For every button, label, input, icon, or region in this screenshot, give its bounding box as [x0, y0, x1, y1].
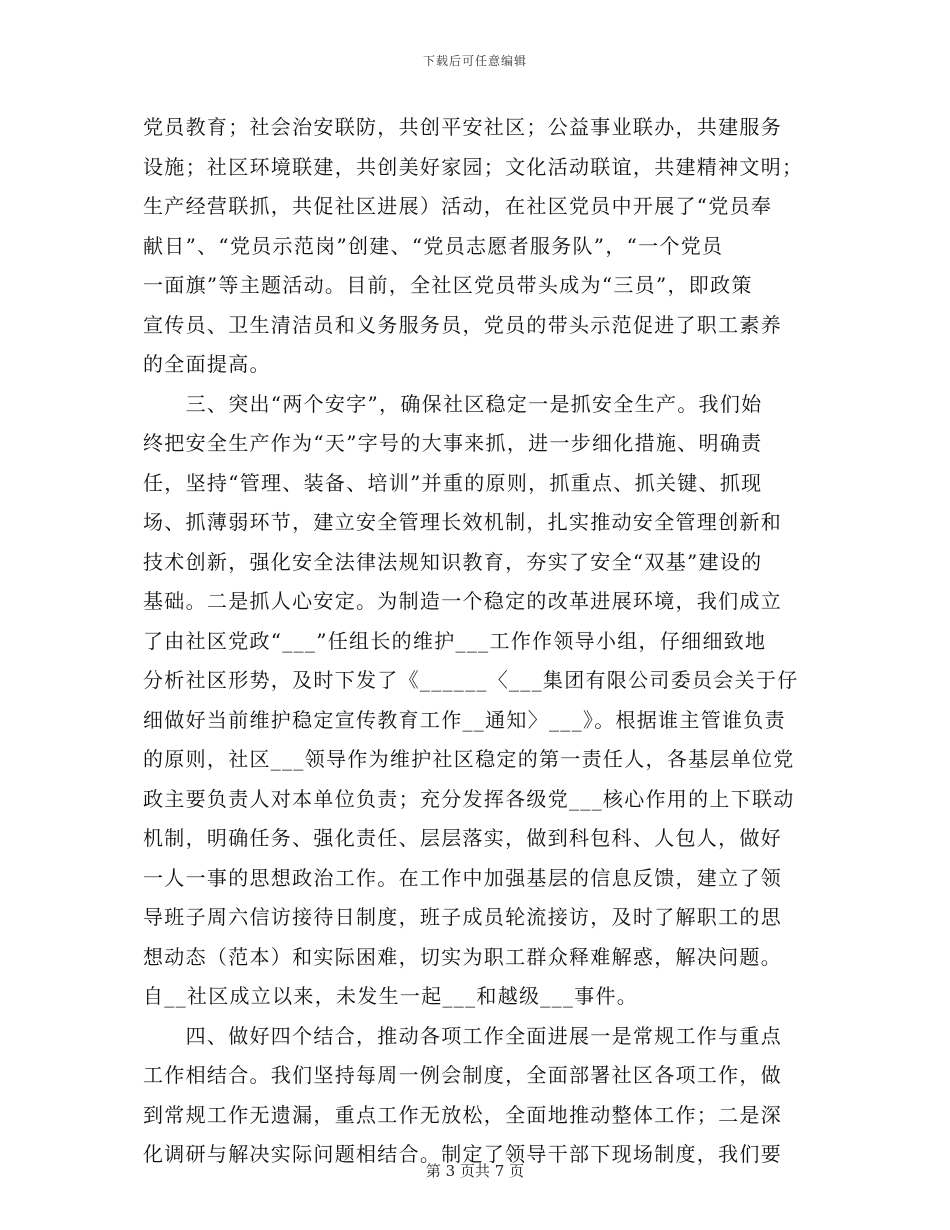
text-line: 一人一事的思想政治工作。在工作中加强基层的信息反馈，建立了领 [143, 865, 782, 890]
text-line: 想动态（范本）和实际困难，切实为职工群众释难解惑，解决问题。 [143, 944, 782, 969]
text-line: 三、突出“两个安字”，确保社区稳定一是抓安全生产。我们始 [143, 391, 763, 416]
text-line: 细做好当前维护稳定宣传教育工作__通知〉___》。根据谁主管谁负责 [143, 707, 786, 732]
text-line: 场、抓薄弱环节，建立安全管理长效机制，扎实推动安全管理创新和 [143, 510, 782, 534]
text-line: 政主要负责人对本单位负责；充分发挥各级党___核心作用的上下联动 [143, 786, 795, 811]
text-line: 一面旗”等主题活动。目前，全社区党员带头成为“三员”，即政策 [143, 273, 753, 297]
text-line: 宣传员、卫生清洁员和义务服务员，党员的带头示范促进了职工素养 [143, 312, 782, 337]
text-line: 工作相结合。我们坚持每周一例会制度，全面部署社区各项工作，做 [143, 1063, 782, 1087]
text-line: 终把安全生产作为“天”字号的大事来抓，进一步细化措施、明确责 [143, 431, 763, 455]
text-line: 生产经营联抓，共促社区进展）活动，在社区党员中开展了“党员奉 [143, 194, 773, 218]
text-line: 技术创新，强化安全法律法规知识教育，夯实了安全“双基”建设的 [143, 549, 763, 574]
text-line: 机制，明确任务、强化责任、层层落实，做到科包科、人包人，做好 [143, 826, 782, 850]
text-line: 任，坚持“管理、装备、培训”并重的原则，抓重点、抓关键、抓现 [143, 470, 763, 495]
text-line: 党员教育；社会治安联防，共创平安社区；公益事业联办，共建服务 [143, 115, 782, 139]
text-line: 了由社区党政“___”任组长的维护___工作作领导小组，仔细细致地 [143, 628, 767, 653]
text-line: 自__社区成立以来，未发生一起___和越级___事件。 [143, 984, 639, 1008]
text-line: 分析社区形势，及时下发了《______〈___集团有限公司委员会关于仔 [143, 668, 799, 692]
text-line: 到常规工作无遗漏，重点工作无放松，全面地推动整体工作；二是深 [143, 1102, 782, 1127]
document-body [143, 108, 807, 1175]
text-line: 献日”、“党员示范岗”创建、“党员志愿者服务队”，“一个党员 [143, 233, 724, 258]
page-header: 下载后可任意编辑 [422, 54, 527, 68]
text-line: 化调研与解决实际问题相结合。制定了领导干部下现场制度，我们要 [143, 1142, 782, 1166]
text-line: 四、做好四个结合，推动各项工作全面进展一是常规工作与重点 [143, 1023, 782, 1048]
text-line: 的全面提高。 [143, 352, 271, 376]
text-line: 设施；社区环境联建，共创美好家园；文化活动联谊，共建精神文明； [143, 154, 804, 179]
text-line: 的原则，社区___领导作为维护社区稳定的第一责任人，各基层单位党 [143, 747, 795, 771]
page-number: 第 3 页共 7 页 [425, 1162, 525, 1180]
text-line: 导班子周六信访接待日制度，班子成员轮流接访，及时了解职工的思 [143, 905, 782, 929]
text-line: 基础。二是抓人心安定。为制造一个稳定的改革进展环境，我们成立 [143, 589, 782, 613]
